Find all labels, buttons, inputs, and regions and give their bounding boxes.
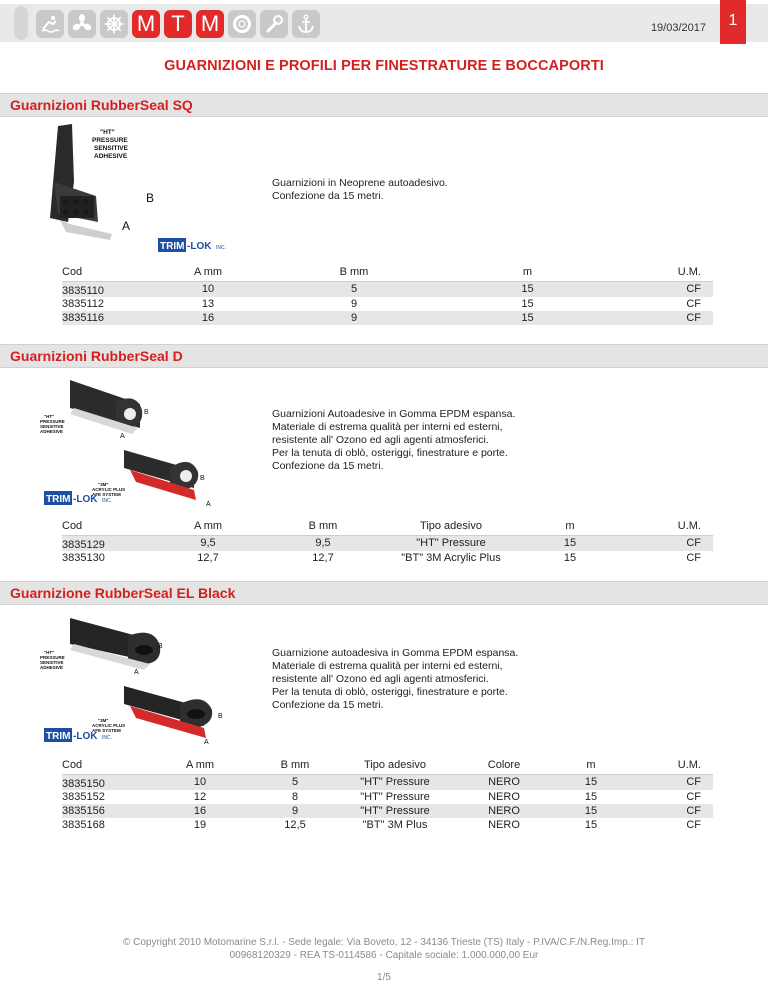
cell-cod: 3835112 [62,297,105,310]
dimension-a-label: A [120,433,125,440]
cell-cod: 3835150 [62,777,105,790]
spec-table-rubberseal-d [62,517,713,565]
cell-um: CF [686,551,701,564]
col-header: Cod [62,265,83,278]
swimmer-icon[interactable] [36,10,64,38]
section-title-rubberseal-el-black: Guarnizione RubberSeal EL Black [0,581,768,605]
cell-cod: 3835116 [62,311,105,324]
col-header: m [522,265,533,278]
table-row [62,804,713,818]
page-title: GUARNIZIONI E PROFILI PER FINESTRATURE E BOCCAPORTI [164,58,604,74]
footer-page-number: 1/5 [377,972,391,983]
adhesive-label-top-4: ADHESIVE [40,429,64,434]
table-row [62,297,713,311]
svg-text:-LOK: -LOK [187,241,212,252]
col-header: U.M. [677,265,701,278]
adhesive-label-top-3: SENSITIVE [40,424,64,429]
svg-text:INC.: INC. [102,498,112,504]
adhesive-label-bottom-3: AFE SYSTEM [92,492,121,497]
col-header: B mm [339,265,369,278]
svg-text:-LOK: -LOK [73,731,98,742]
dimension-b-label-2: B [218,713,223,720]
adhesive-label-line2: PRESSURE [92,137,128,144]
brand-letter-t[interactable]: T [164,10,192,38]
cell-cod: 3835130 [62,551,105,564]
col-header: Tipo adesivo [420,519,482,532]
cell-colore: NERO [488,804,520,817]
cell-b-mm: 5 [350,283,358,295]
anchor-icon[interactable] [292,10,320,38]
col-header: Tipo adesivo [364,758,426,771]
cell-cod: 3835156 [62,804,105,817]
col-header: U.M. [677,758,701,771]
cell-a-mm: 12 [193,790,207,803]
cell-a-mm: 16 [193,804,207,817]
cell-colore: NERO [488,776,520,788]
dimension-a-label-2: A [204,739,209,746]
cell-a-mm: 10 [193,776,207,788]
cell-m: 15 [521,283,534,295]
cell-m: 15 [584,790,598,803]
cell-a-mm: 13 [201,297,215,310]
svg-text:INC.: INC. [102,735,112,741]
cell-colore: NERO [488,790,520,803]
cell-m: 15 [521,311,534,324]
category-icon-bar [36,10,320,38]
cell-cod: 3835152 [62,790,105,803]
cell-um: CF [686,537,701,549]
cell-a-mm: 10 [201,283,215,295]
cell-b-mm: 9 [350,297,358,310]
cell-m: 15 [584,818,598,831]
page-number-badge: 1 [720,0,746,44]
cell-m: 15 [584,804,598,817]
table-row [62,535,713,551]
brand-letter-m2[interactable]: M [196,10,224,38]
col-header: B mm [280,758,310,771]
cell-tipo-adesivo: "HT" Pressure [360,804,430,817]
dimension-a-label: A [122,219,131,233]
cell-um: CF [686,297,701,310]
cell-a-mm: 12,7 [197,551,219,564]
dimension-b-label-2: B [200,475,205,482]
section-description: Guarnizione autoadesiva in Gomma EPDM espansa. Materiale di estrema qualità per interni ed esterni, resistente all' Ozono ed agli agenti atmosferici. Per la tenuta di oblò, osteriggi, finestrature e porte. Confezione da 15 metri. [272,647,519,711]
cell-cod: 3835168 [62,818,105,831]
cell-b-mm: 9 [291,804,299,817]
dimension-a-label: A [134,669,139,676]
adhesive-label-top-2: PRESSURE [40,419,65,424]
adhesive-label-top-4: ADHESIVE [40,665,64,670]
cell-b-mm: 9 [350,311,358,324]
trim-lok-logo [158,237,238,253]
section-description: Guarnizioni Autoadesive in Gomma EPDM espansa. Materiale di estrema qualità per interni ed esterni, resistente all' Ozono ed agli agenti atmosferici. Per la tenuta di oblò, osteriggi, finestrature e porte. Confezione da 15 metri. [272,408,516,472]
spec-table-rubberseal-el-black [62,756,713,832]
svg-text:TRIM: TRIM [46,494,71,505]
wrench-icon[interactable] [260,10,288,38]
propeller-icon[interactable] [68,10,96,38]
cell-m: 15 [584,776,598,788]
cell-b-mm: 5 [291,776,299,788]
col-header: m [565,519,575,532]
section-description: Guarnizioni in Neoprene autoadesivo. Confezione da 15 metri. [272,177,448,202]
adhesive-label-bottom: "3M" [98,718,109,723]
cell-a-mm: 9,5 [200,537,216,549]
cell-colore: NERO [488,818,520,831]
svg-text:TRIM: TRIM [46,731,71,742]
col-header: B mm [308,519,338,532]
footer-copyright: © Copyright 2010 Motomarine S.r.l. - Sede legale: Via Boveto, 12 - 34136 Trieste (TS) Italy - P.IVA/C.F./N.Reg.Imp.: IT 00968120329 - REA TS-0114586 - Capitale sociale: 1.000.000,00 Eur [122,937,646,961]
helm-wheel-icon[interactable] [100,10,128,38]
cell-um: CF [686,818,701,831]
adhesive-label-bottom-2: ACRYLIC PLUS [92,487,126,492]
cell-tipo-adesivo: "HT" Pressure [416,537,486,549]
cell-b-mm: 9,5 [315,537,331,549]
dimension-b-label: B [144,409,149,416]
header-bar [0,0,768,48]
rubberseal-sq-profile-image [40,122,175,242]
trim-lok-logo [44,490,124,506]
adhesive-label-top: "HT" [44,414,55,419]
table-row [62,281,713,297]
adhesive-label-top-2: PRESSURE [40,655,65,660]
trim-lok-logo [44,727,124,743]
table-row [62,774,713,790]
cell-tipo-adesivo: "HT" Pressure [360,790,430,803]
adhesive-label-bottom-3: AFE SYSTEM [92,728,121,733]
section-title-rubberseal-sq: Guarnizioni RubberSeal SQ [0,93,768,117]
table-row [62,551,713,565]
col-header: A mm [193,519,223,532]
dimension-b-label: B [158,643,163,650]
header-left-cap [14,6,28,40]
dimension-b-label: B [146,191,155,205]
svg-text:INC.: INC. [216,245,226,251]
cell-b-mm: 12,5 [284,818,306,831]
cell-b-mm: 12,7 [312,551,334,564]
adhesive-label-bottom-2: ACRYLIC PLUS [92,723,126,728]
cell-um: CF [686,776,701,788]
brand-letter-m1[interactable]: M [132,10,160,38]
col-header: A mm [185,758,215,771]
cell-m: 15 [563,537,577,549]
cell-a-mm: 16 [201,311,215,324]
col-header: Cod [62,519,83,532]
spec-table-rubberseal-sq [62,263,713,325]
col-header: Colore [487,758,521,771]
col-header: A mm [193,265,223,278]
cell-cod: 3835129 [62,538,105,551]
table-row [62,818,713,832]
cell-um: CF [686,311,701,324]
table-header-row [62,263,713,281]
adhesive-label-line3: SENSITIVE [94,145,128,152]
table-row [62,790,713,804]
col-header: U.M. [677,519,701,532]
cell-um: CF [686,283,701,295]
lifebuoy-icon[interactable] [228,10,256,38]
col-header: Cod [62,758,83,771]
cell-um: CF [686,804,701,817]
svg-text:-LOK: -LOK [73,494,98,505]
svg-text:TRIM: TRIM [160,241,185,252]
cell-b-mm: 8 [291,790,299,803]
dimension-a-label-2: A [206,501,211,508]
adhesive-label-bottom: "3M" [98,482,109,487]
adhesive-label-line4: ADHESIVE [94,153,128,160]
adhesive-label-top-3: SENSITIVE [40,660,64,665]
cell-m: 15 [521,297,534,310]
cell-a-mm: 19 [193,818,207,831]
col-header: m [586,758,596,771]
section-title-rubberseal-d: Guarnizioni RubberSeal D [0,344,768,368]
table-header-row [62,517,713,535]
table-row [62,311,713,325]
adhesive-label-line1: "HT" [100,129,115,136]
adhesive-label-top: "HT" [44,650,55,655]
document-date: 19/03/2017 [650,22,706,34]
cell-um: CF [686,790,701,803]
table-header-row [62,756,713,774]
cell-tipo-adesivo: "BT" 3M Plus [362,818,428,831]
cell-tipo-adesivo: "HT" Pressure [360,776,430,788]
cell-m: 15 [563,551,577,564]
cell-cod: 3835110 [62,284,105,297]
cell-tipo-adesivo: "BT" 3M Acrylic Plus [401,551,501,564]
